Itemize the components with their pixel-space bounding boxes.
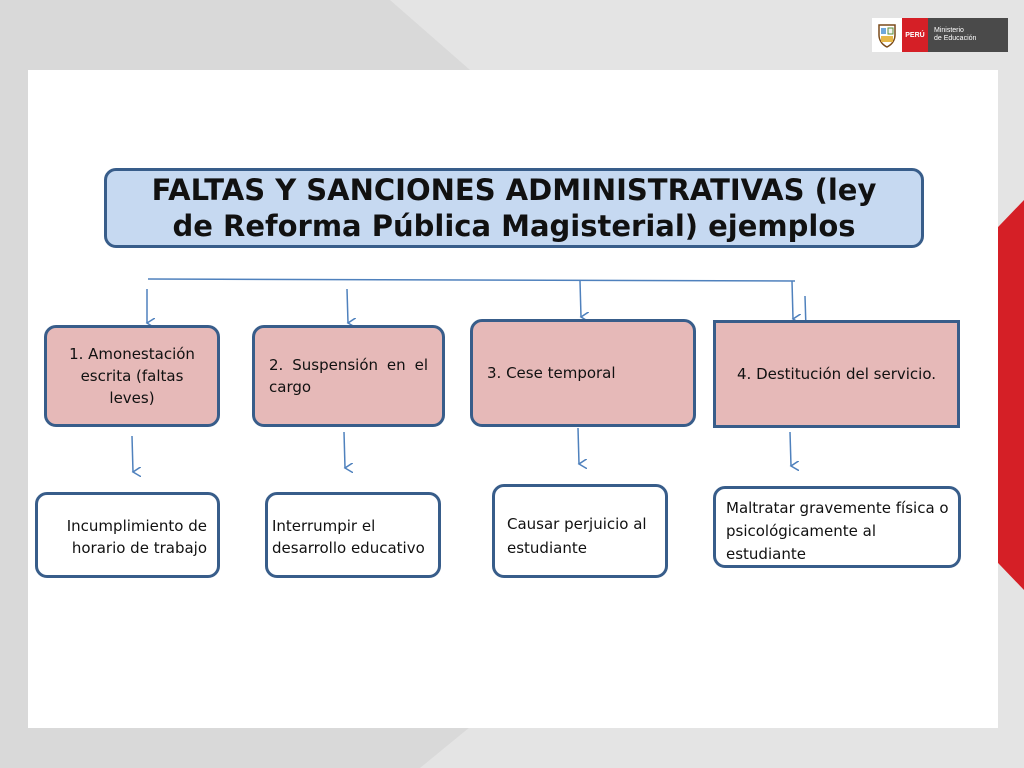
title-line-2: de Reforma Pública Magisterial) ejemplos	[172, 209, 856, 243]
category-box-1	[44, 325, 220, 427]
example-label: Incumplimiento de horario de trabajo	[66, 517, 207, 557]
example-box-4	[713, 486, 961, 568]
diagram-title	[104, 168, 924, 248]
category-box-3	[470, 319, 696, 427]
category-box-2	[252, 325, 445, 427]
example-label: Maltratar gravemente física o psicológicamente al estudiante	[726, 499, 949, 563]
example-box-3	[492, 484, 668, 578]
arrow-to-example-1	[132, 436, 133, 472]
example-label: Causar perjuicio al estudiante	[507, 515, 647, 557]
ministry-name-line1: Ministerio	[934, 27, 964, 34]
ministry-name-line2: de Educación	[934, 35, 977, 42]
title-line-1: FALTAS Y SANCIONES ADMINISTRATIVAS (ley	[151, 173, 877, 207]
arrow-to-example-2	[344, 432, 345, 468]
country-label: PERÚ	[902, 18, 928, 52]
arrow-to-example-3	[578, 428, 579, 464]
category-label: 4. Destitución del servicio.	[736, 365, 936, 383]
arrow-to-category-4a	[792, 281, 793, 319]
top-connector-line	[148, 279, 795, 281]
category-label: 2. Suspensión en el cargo	[269, 356, 428, 396]
arrow-to-category-2	[347, 289, 348, 323]
example-label: Interrumpir el desarrollo educativo	[272, 517, 425, 557]
example-box-1	[35, 492, 220, 578]
arrow-to-category-3	[580, 281, 581, 317]
category-label: 3. Cese temporal	[487, 364, 616, 382]
example-box-2	[265, 492, 441, 578]
category-label: 1. Amonestación escrita (faltas leves)	[69, 345, 195, 407]
category-box-4	[713, 320, 960, 428]
arrow-to-example-4	[790, 432, 791, 466]
